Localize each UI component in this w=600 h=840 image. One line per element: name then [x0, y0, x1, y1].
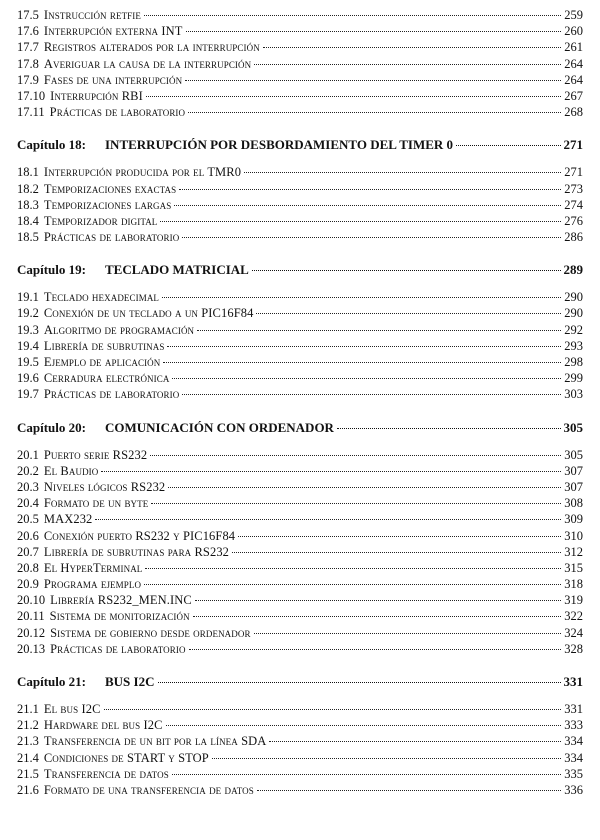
dot-leader — [101, 471, 561, 472]
toc-entry[interactable] — [17, 608, 583, 624]
chapter-title: BUS I2C — [105, 674, 155, 689]
chapter-title: INTERRUPCIÓN POR DESBORDAMIENTO DEL TIMER 0 — [105, 137, 454, 153]
chapter-heading[interactable] — [17, 135, 583, 155]
section-number: 17.5 — [17, 8, 39, 22]
toc-entry[interactable] — [17, 782, 583, 798]
chapter-label: Capítulo 19: — [17, 262, 86, 278]
section-title: Interrupción producida por el TMR0 — [43, 165, 242, 180]
toc-entry[interactable] — [17, 88, 583, 104]
toc-entry[interactable] — [17, 104, 583, 120]
section-number: 20.8 — [17, 560, 39, 575]
section-title: Instrucción retfie — [43, 8, 141, 22]
section-number: 21.6 — [17, 782, 39, 797]
dot-leader — [182, 394, 561, 395]
chapter-title: TECLADO MATRICIAL — [105, 262, 249, 278]
page-number: 299 — [564, 371, 583, 386]
section-title: Temporizaciones largas — [43, 197, 172, 212]
section-number: 20.2 — [17, 463, 39, 478]
section-number: 17.7 — [17, 40, 39, 55]
section-number: 19.1 — [17, 290, 39, 305]
page-number: 271 — [564, 165, 583, 180]
section-title: Algoritmo de programación — [43, 322, 195, 337]
toc-entry[interactable] — [17, 338, 583, 354]
dot-leader — [193, 616, 562, 617]
chapter-heading[interactable] — [17, 418, 583, 438]
page-number: 290 — [564, 306, 583, 321]
dot-leader — [232, 552, 561, 553]
section-number: 18.2 — [17, 181, 39, 196]
toc-entry[interactable] — [17, 463, 583, 479]
toc-entry[interactable] — [17, 181, 583, 197]
page-number: 324 — [564, 625, 583, 640]
section-number: 20.10 — [17, 593, 46, 608]
page-number: 286 — [564, 230, 583, 245]
section-title: Interrupción externa INT — [43, 24, 183, 39]
toc-entry[interactable] — [17, 592, 583, 608]
section-title: Averiguar la causa de la interrupción — [43, 56, 252, 71]
page-number: 261 — [564, 40, 583, 55]
chapter-page-number: 271 — [563, 137, 583, 153]
page-number: 315 — [564, 560, 583, 575]
page-number: 273 — [564, 181, 583, 196]
chapter-page-number: 289 — [563, 262, 583, 278]
dot-leader — [146, 96, 561, 97]
section-number: 17.9 — [17, 72, 39, 87]
toc-entry[interactable] — [17, 766, 583, 782]
section-number: 20.13 — [17, 641, 46, 656]
section-title: Sistema de monitorización — [49, 609, 190, 624]
dot-leader — [166, 725, 562, 726]
section-number: 21.2 — [17, 718, 39, 733]
section-title: Conexión puerto RS232 y PIC16F84 — [43, 528, 236, 543]
toc-entry[interactable] — [17, 576, 583, 592]
toc-entry[interactable] — [17, 370, 583, 386]
toc-entry[interactable] — [17, 750, 583, 766]
page-number: 292 — [564, 322, 583, 337]
dot-leader — [172, 378, 561, 379]
toc-entry[interactable] — [17, 717, 583, 733]
page-number: 310 — [564, 528, 583, 543]
section-number: 20.7 — [17, 544, 39, 559]
dot-leader — [179, 189, 561, 190]
toc-entry[interactable] — [17, 23, 583, 39]
dot-leader — [254, 633, 562, 634]
toc-entry[interactable] — [17, 39, 583, 55]
page-number: 336 — [564, 782, 583, 797]
section-number: 19.3 — [17, 322, 39, 337]
dot-leader — [254, 64, 561, 65]
toc-entry[interactable] — [17, 625, 583, 641]
dot-leader — [186, 31, 562, 32]
section-title: Cerradura electrónica — [43, 371, 170, 386]
dot-leader — [188, 112, 561, 113]
section-title: Fases de una interrupción — [43, 72, 183, 87]
section-title: Prácticas de laboratorio — [43, 230, 180, 245]
section-number: 20.9 — [17, 577, 39, 592]
dot-leader — [158, 682, 561, 683]
toc-entry[interactable] — [17, 289, 583, 305]
section-number: 17.10 — [17, 88, 46, 103]
dot-leader — [144, 584, 561, 585]
dot-leader — [145, 568, 561, 569]
section-number: 21.1 — [17, 702, 39, 716]
page-number: 312 — [564, 544, 583, 559]
chapter-label: Capítulo 20: — [17, 419, 86, 435]
section-number: 18.4 — [17, 213, 39, 228]
page-number: 267 — [564, 88, 583, 103]
page-number: 307 — [564, 479, 583, 494]
section-title: Programa ejemplo — [43, 577, 142, 592]
section-number: 20.11 — [17, 609, 45, 624]
section-number: 19.7 — [17, 387, 39, 402]
section-number: 19.4 — [17, 338, 39, 353]
toc-entry[interactable] — [17, 213, 583, 229]
dot-leader — [337, 428, 561, 429]
page-number: 334 — [564, 734, 583, 749]
section-title: Temporizaciones exactas — [43, 181, 177, 196]
toc-entry[interactable] — [17, 701, 583, 717]
section-title: Ejemplo de aplicación — [43, 355, 161, 369]
dot-leader — [197, 330, 561, 331]
chapter-page-number: 305 — [563, 419, 583, 435]
page-number: 293 — [564, 338, 583, 353]
section-number: 18.3 — [17, 197, 39, 212]
section-title: Prácticas de laboratorio — [43, 387, 180, 402]
section-title: El HyperTerminal — [43, 560, 143, 575]
dot-leader — [160, 221, 561, 222]
dot-leader — [456, 145, 560, 146]
section-title: Transferencia de un bit por la línea SDA — [43, 734, 267, 749]
section-title: Interrupción RBI — [50, 88, 143, 103]
toc-entry[interactable] — [17, 354, 583, 370]
section-title: Prácticas de laboratorio — [50, 641, 186, 656]
section-title: Niveles lógicos RS232 — [43, 479, 166, 494]
section-title: MAX232 — [43, 512, 93, 527]
section-number: 20.6 — [17, 528, 39, 543]
section-number: 17.8 — [17, 56, 39, 71]
toc-entry[interactable] — [17, 72, 583, 88]
section-title: Sistema de gobierno desde ordenador — [50, 625, 251, 640]
section-title: Registros alterados por la interrupción — [43, 40, 260, 55]
page-number: 290 — [564, 290, 583, 305]
page-number: 334 — [564, 750, 583, 765]
page-number: 335 — [564, 766, 583, 781]
toc-entry[interactable] — [17, 197, 583, 213]
section-title: Librería de subrutinas — [43, 338, 165, 353]
toc-entry[interactable] — [17, 386, 583, 402]
dot-leader — [174, 205, 561, 206]
page-number: 319 — [564, 593, 583, 608]
page-number: 307 — [564, 463, 583, 478]
dot-leader — [212, 758, 561, 759]
page-number: 260 — [564, 24, 583, 39]
section-number: 21.3 — [17, 734, 39, 749]
section-number: 21.5 — [17, 766, 39, 781]
section-title: El Baudio — [43, 463, 99, 478]
chapter-label: Capítulo 18: — [17, 137, 86, 153]
toc-entry[interactable] — [17, 305, 583, 321]
page-number: 305 — [564, 447, 583, 462]
dot-leader — [167, 346, 561, 347]
page-number: 333 — [564, 718, 583, 733]
section-number: 17.6 — [17, 24, 39, 39]
section-title: Conexión de un teclado a un PIC16F84 — [43, 306, 254, 321]
toc-entry[interactable] — [17, 560, 583, 576]
section-number: 19.6 — [17, 371, 39, 386]
page-number: 308 — [564, 496, 583, 511]
toc-entry[interactable] — [17, 229, 583, 245]
dot-leader — [238, 536, 561, 537]
toc-entry[interactable] — [17, 511, 583, 527]
dot-leader — [163, 362, 561, 363]
dot-leader — [195, 600, 561, 601]
toc-entry[interactable] — [17, 495, 583, 511]
toc-entry[interactable] — [17, 733, 583, 749]
toc-entry[interactable] — [17, 7, 583, 23]
page-number: 276 — [564, 213, 583, 228]
section-title: Librería RS232_MEN.INC — [50, 593, 192, 608]
dot-leader — [189, 649, 562, 650]
section-title: Prácticas de laboratorio — [49, 105, 186, 120]
dot-leader — [168, 487, 561, 488]
page-number: 264 — [564, 56, 583, 71]
dot-leader — [244, 172, 561, 173]
section-title: Teclado hexadecimal — [43, 290, 160, 305]
dot-leader — [151, 503, 561, 504]
chapter-heading[interactable] — [17, 672, 583, 692]
dot-leader — [263, 47, 561, 48]
toc-entry[interactable] — [17, 528, 583, 544]
page-number: 303 — [564, 387, 583, 402]
dot-leader — [95, 519, 561, 520]
section-number: 18.5 — [17, 230, 39, 245]
page-number: 331 — [564, 702, 583, 716]
section-title: El bus I2C — [43, 702, 101, 716]
section-title: Formato de un byte — [43, 496, 149, 511]
page-number: 259 — [564, 8, 583, 22]
section-title: Formato de una transferencia de datos — [43, 782, 254, 797]
section-title: Transferencia de datos — [43, 766, 169, 781]
section-number: 19.2 — [17, 306, 39, 321]
dot-leader — [144, 15, 561, 16]
chapter-heading[interactable] — [17, 260, 583, 280]
page-number: 298 — [564, 355, 583, 369]
section-number: 19.5 — [17, 355, 39, 369]
toc-entry[interactable] — [17, 447, 583, 463]
dot-leader — [252, 270, 561, 271]
dot-leader — [150, 455, 561, 456]
toc-entry[interactable] — [17, 56, 583, 72]
dot-leader — [256, 313, 561, 314]
toc-entry[interactable] — [17, 479, 583, 495]
section-title: Condiciones de START y STOP — [43, 750, 209, 765]
page-number: 264 — [564, 72, 583, 87]
section-number: 17.11 — [17, 105, 45, 120]
page-number: 328 — [564, 641, 583, 656]
toc-entry[interactable] — [17, 164, 583, 180]
toc-entry[interactable] — [17, 641, 583, 657]
section-title: Puerto serie RS232 — [43, 447, 148, 462]
page-number: 318 — [564, 577, 583, 592]
dot-leader — [269, 741, 561, 742]
dot-leader — [257, 790, 561, 791]
toc-entry[interactable] — [17, 544, 583, 560]
dot-leader — [172, 774, 561, 775]
chapter-title: COMUNICACIÓN CON ORDENADOR — [105, 419, 334, 435]
chapter-page-number: 331 — [563, 674, 583, 689]
section-number: 20.3 — [17, 479, 39, 494]
page-number: 322 — [564, 609, 583, 624]
page-number: 309 — [564, 512, 583, 527]
table-of-contents — [17, 7, 583, 798]
section-number: 21.4 — [17, 750, 39, 765]
toc-entry[interactable] — [17, 322, 583, 338]
section-number: 20.5 — [17, 512, 39, 527]
dot-leader — [162, 297, 561, 298]
dot-leader — [185, 80, 561, 81]
section-title: Librería de subrutinas para RS232 — [43, 544, 230, 559]
chapter-label: Capítulo 21: — [17, 674, 86, 689]
section-number: 18.1 — [17, 165, 39, 180]
section-number: 20.4 — [17, 496, 39, 511]
dot-leader — [104, 709, 562, 710]
section-number: 20.12 — [17, 625, 46, 640]
section-number: 20.1 — [17, 447, 39, 462]
page-number: 274 — [564, 197, 583, 212]
dot-leader — [182, 237, 561, 238]
page-number: 268 — [564, 105, 583, 120]
section-title: Temporizador digital — [43, 213, 158, 228]
section-title: Hardware del bus I2C — [43, 718, 163, 733]
